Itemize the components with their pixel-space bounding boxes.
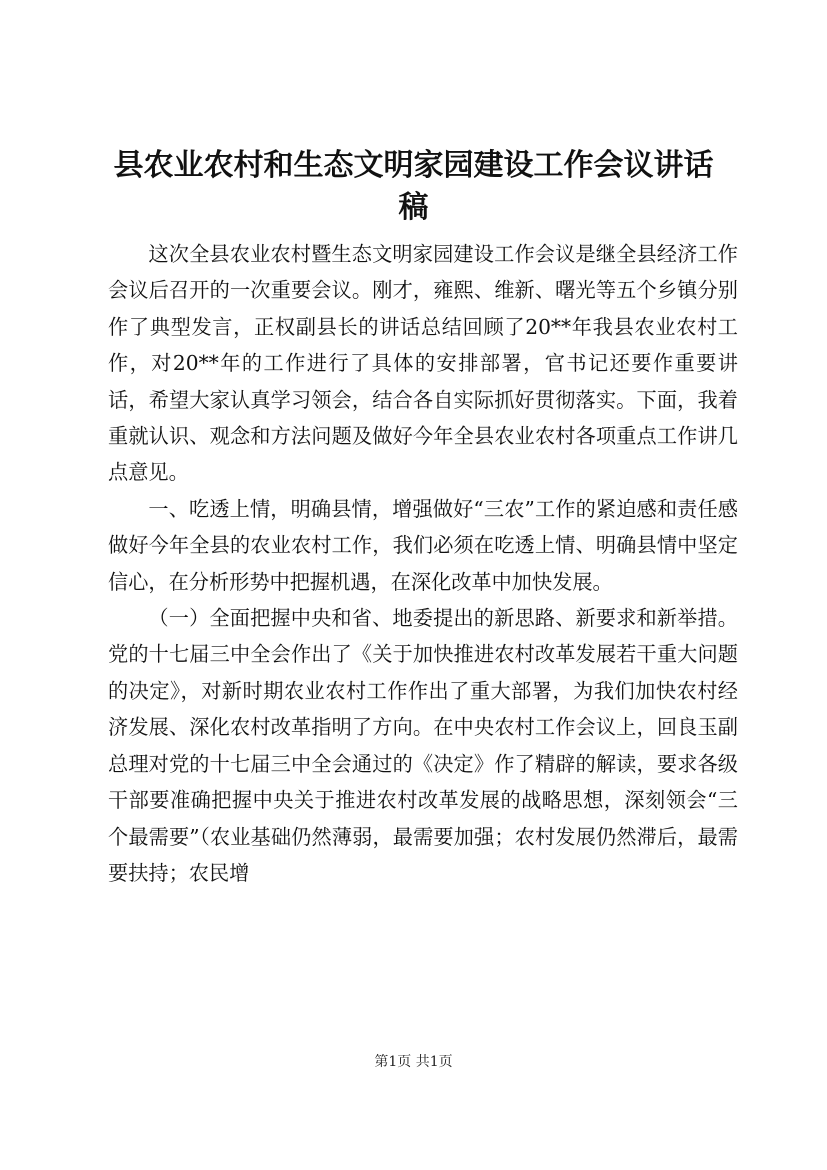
paragraph-section-one: 一、吃透上情，明确县情，增强做好“三农”工作的紧迫感和责任感做好今年全县的农业农村工作，我们必须在吃透上情、明确县情中坚定信心，在分析形势中把握机遇，在深化改革中加快发展。 xyxy=(108,496,738,594)
document-body xyxy=(108,236,738,891)
paragraph-subsection-one: （一）全面把握中央和省、地委提出的新思路、新要求和新举措。党的十七届三中全会作出了《关于加快推进农村改革发展若干重大问题的决定》，对新时期农业农村工作作出了重大部署，为我们加快农村经济发展、深化农村改革指明了方向。在中央农村工作会议上，回良玉副总理对党的十七届三中全会通过的《决定》作了精辟的解读，要求各级干部要准确把握中央关于推进农村改革发展的战略思想，深刻领会“三个最需要”（农业基础仍然薄弱，最需要加强；农村发展仍然滞后，最需要扶持；农民增 xyxy=(108,606,738,885)
page-footer: 第1页 共1页 xyxy=(374,1054,453,1070)
paragraph-intro: 这次全县农业农村暨生态文明家园建设工作会议是继全县经济工作会议后召开的一次重要会议。刚才，雍熙、维新、曙光等五个乡镇分别作了典型发言，正权副县长的讲话总结回顾了20**年我县农业农村工作，对20**年的工作进行了具体的安排部署，官书记还要作重要讲话，希望大家认真学习领会，结合各自实际抓好贯彻落实。下面，我着重就认识、观念和方法问题及做好今年全县农业农村各项重点工作讲几点意见。 xyxy=(108,242,738,485)
document-title: 县农业农村和生态文明家园建设工作会议讲话稿 xyxy=(113,148,714,225)
